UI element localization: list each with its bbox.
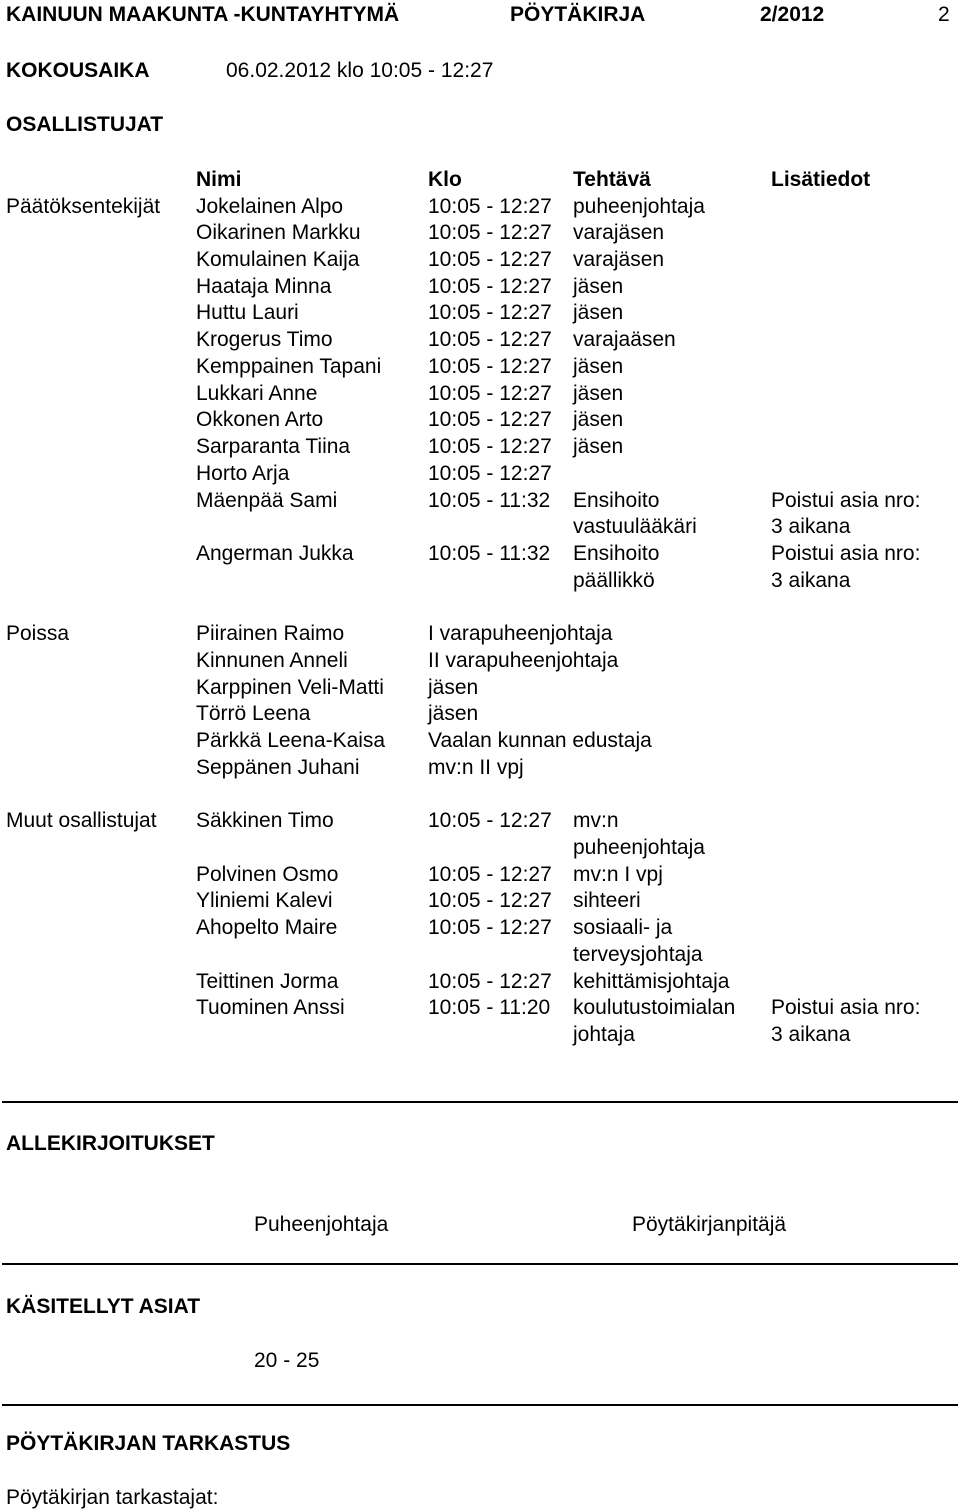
signature-secretary-label: Pöytäkirjanpitäjä: [632, 1213, 787, 1236]
other-role: sosiaali- ja: [573, 916, 673, 939]
participant-time: 10:05 - 11:32: [428, 489, 551, 512]
meeting-time-label: KOKOUSAIKA: [6, 59, 150, 82]
column-header-notes: Lisätiedot: [771, 168, 871, 191]
absent-name: Törrö Leena: [196, 702, 311, 725]
section-divider: [2, 1263, 958, 1265]
participant-role: Ensihoito: [573, 542, 660, 565]
section-divider: [2, 1404, 958, 1406]
other-role: mv:n: [573, 809, 619, 832]
section-divider: [2, 1101, 958, 1103]
participant-name: Kemppainen Tapani: [196, 355, 382, 378]
absent-name: Pärkkä Leena-Kaisa: [196, 729, 386, 752]
participant-role: jäsen: [573, 355, 624, 378]
review-heading: PÖYTÄKIRJAN TARKASTUS: [6, 1432, 291, 1455]
column-header-name: Nimi: [196, 168, 242, 191]
participant-name: Krogerus Timo: [196, 328, 333, 351]
document-type: PÖYTÄKIRJA: [510, 3, 646, 26]
participant-name: Lukkari Anne: [196, 382, 318, 405]
participant-name: Jokelainen Alpo: [196, 195, 344, 218]
items-range: 20 - 25: [254, 1349, 320, 1372]
participant-name: Sarparanta Tiina: [196, 435, 351, 458]
participant-time: 10:05 - 12:27: [428, 408, 552, 431]
participant-notes: Poistui asia nro:: [771, 542, 921, 565]
participant-time: 10:05 - 12:27: [428, 301, 552, 324]
column-header-role: Tehtävä: [573, 168, 651, 191]
other-time: 10:05 - 12:27: [428, 889, 552, 912]
signature-chair-label: Puheenjohtaja: [254, 1213, 389, 1236]
other-notes: Poistui asia nro:: [771, 996, 921, 1019]
other-name: Säkkinen Timo: [196, 809, 334, 832]
other-time: 10:05 - 12:27: [428, 916, 552, 939]
participant-notes: Poistui asia nro:: [771, 489, 921, 512]
participant-name: Komulainen Kaija: [196, 248, 360, 271]
participant-role: jäsen: [573, 275, 624, 298]
document-number: 2/2012: [760, 3, 825, 26]
other-notes-line2: 3 aikana: [771, 1023, 851, 1046]
other-role: koulutustoimialan: [573, 996, 736, 1019]
meeting-time-value: 06.02.2012 klo 10:05 - 12:27: [226, 59, 494, 82]
other-name: Teittinen Jorma: [196, 970, 339, 993]
participants-heading: OSALLISTUJAT: [6, 113, 164, 136]
other-time: 10:05 - 11:20: [428, 996, 551, 1019]
reviewers-label: Pöytäkirjan tarkastajat:: [6, 1486, 219, 1509]
other-time: 10:05 - 12:27: [428, 970, 552, 993]
participant-role: jäsen: [573, 435, 624, 458]
absent-name: Seppänen Juhani: [196, 756, 360, 779]
participant-name: Mäenpää Sami: [196, 489, 338, 512]
participant-time: 10:05 - 12:27: [428, 248, 552, 271]
participant-time: 10:05 - 12:27: [428, 328, 552, 351]
absent-name: Piirainen Raimo: [196, 622, 345, 645]
absent-name: Kinnunen Anneli: [196, 649, 348, 672]
participant-name: Okkonen Arto: [196, 408, 324, 431]
participant-time: 10:05 - 12:27: [428, 195, 552, 218]
other-role: sihteeri: [573, 889, 641, 912]
group-label-decision-makers: Päätöksentekijät: [6, 195, 161, 218]
column-header-time: Klo: [428, 168, 462, 191]
other-role-line2: johtaja: [573, 1023, 635, 1046]
absent-name: Karppinen Veli-Matti: [196, 676, 384, 699]
other-name: Polvinen Osmo: [196, 863, 339, 886]
participant-time: 10:05 - 12:27: [428, 355, 552, 378]
items-heading: KÄSITELLYT ASIAT: [6, 1295, 201, 1318]
participant-name: Huttu Lauri: [196, 301, 299, 324]
organization-name: KAINUUN MAAKUNTA -KUNTAYHTYMÄ: [6, 3, 400, 26]
absent-role: jäsen: [428, 702, 479, 725]
other-name: Yliniemi Kalevi: [196, 889, 333, 912]
participant-time: 10:05 - 12:27: [428, 221, 552, 244]
other-role: mv:n I vpj: [573, 863, 663, 886]
participant-role-line2: päällikkö: [573, 569, 655, 592]
other-time: 10:05 - 12:27: [428, 809, 552, 832]
absent-role: II varapuheenjohtaja: [428, 649, 619, 672]
participant-role: jäsen: [573, 301, 624, 324]
participant-role: varajäsen: [573, 221, 665, 244]
participant-name: Angerman Jukka: [196, 542, 354, 565]
participant-name: Oikarinen Markku: [196, 221, 361, 244]
absent-role: jäsen: [428, 676, 479, 699]
other-time: 10:05 - 12:27: [428, 863, 552, 886]
page-number: 2: [938, 3, 950, 26]
participant-role: jäsen: [573, 408, 624, 431]
participant-role: varajaäsen: [573, 328, 676, 351]
other-role-line2: puheenjohtaja: [573, 836, 705, 859]
signatures-heading: ALLEKIRJOITUKSET: [6, 1132, 215, 1155]
participant-name: Haataja Minna: [196, 275, 332, 298]
other-name: Ahopelto Maire: [196, 916, 338, 939]
participant-time: 10:05 - 12:27: [428, 435, 552, 458]
other-name: Tuominen Anssi: [196, 996, 345, 1019]
participant-role-line2: vastuulääkäri: [573, 515, 697, 538]
participant-role: puheenjohtaja: [573, 195, 705, 218]
absent-role: I varapuheenjohtaja: [428, 622, 613, 645]
group-label-others: Muut osallistujat: [6, 809, 157, 832]
group-label-absent: Poissa: [6, 622, 70, 645]
participant-role: varajäsen: [573, 248, 665, 271]
absent-role: mv:n II vpj: [428, 756, 524, 779]
other-role-line2: terveysjohtaja: [573, 943, 703, 966]
participant-role: Ensihoito: [573, 489, 660, 512]
participant-notes-line2: 3 aikana: [771, 569, 851, 592]
participant-time: 10:05 - 12:27: [428, 462, 552, 485]
participant-notes-line2: 3 aikana: [771, 515, 851, 538]
participant-time: 10:05 - 12:27: [428, 382, 552, 405]
participant-time: 10:05 - 11:32: [428, 542, 551, 565]
other-role: kehittämisjohtaja: [573, 970, 730, 993]
participant-name: Horto Arja: [196, 462, 290, 485]
absent-role: Vaalan kunnan edustaja: [428, 729, 652, 752]
participant-role: jäsen: [573, 382, 624, 405]
participant-time: 10:05 - 12:27: [428, 275, 552, 298]
